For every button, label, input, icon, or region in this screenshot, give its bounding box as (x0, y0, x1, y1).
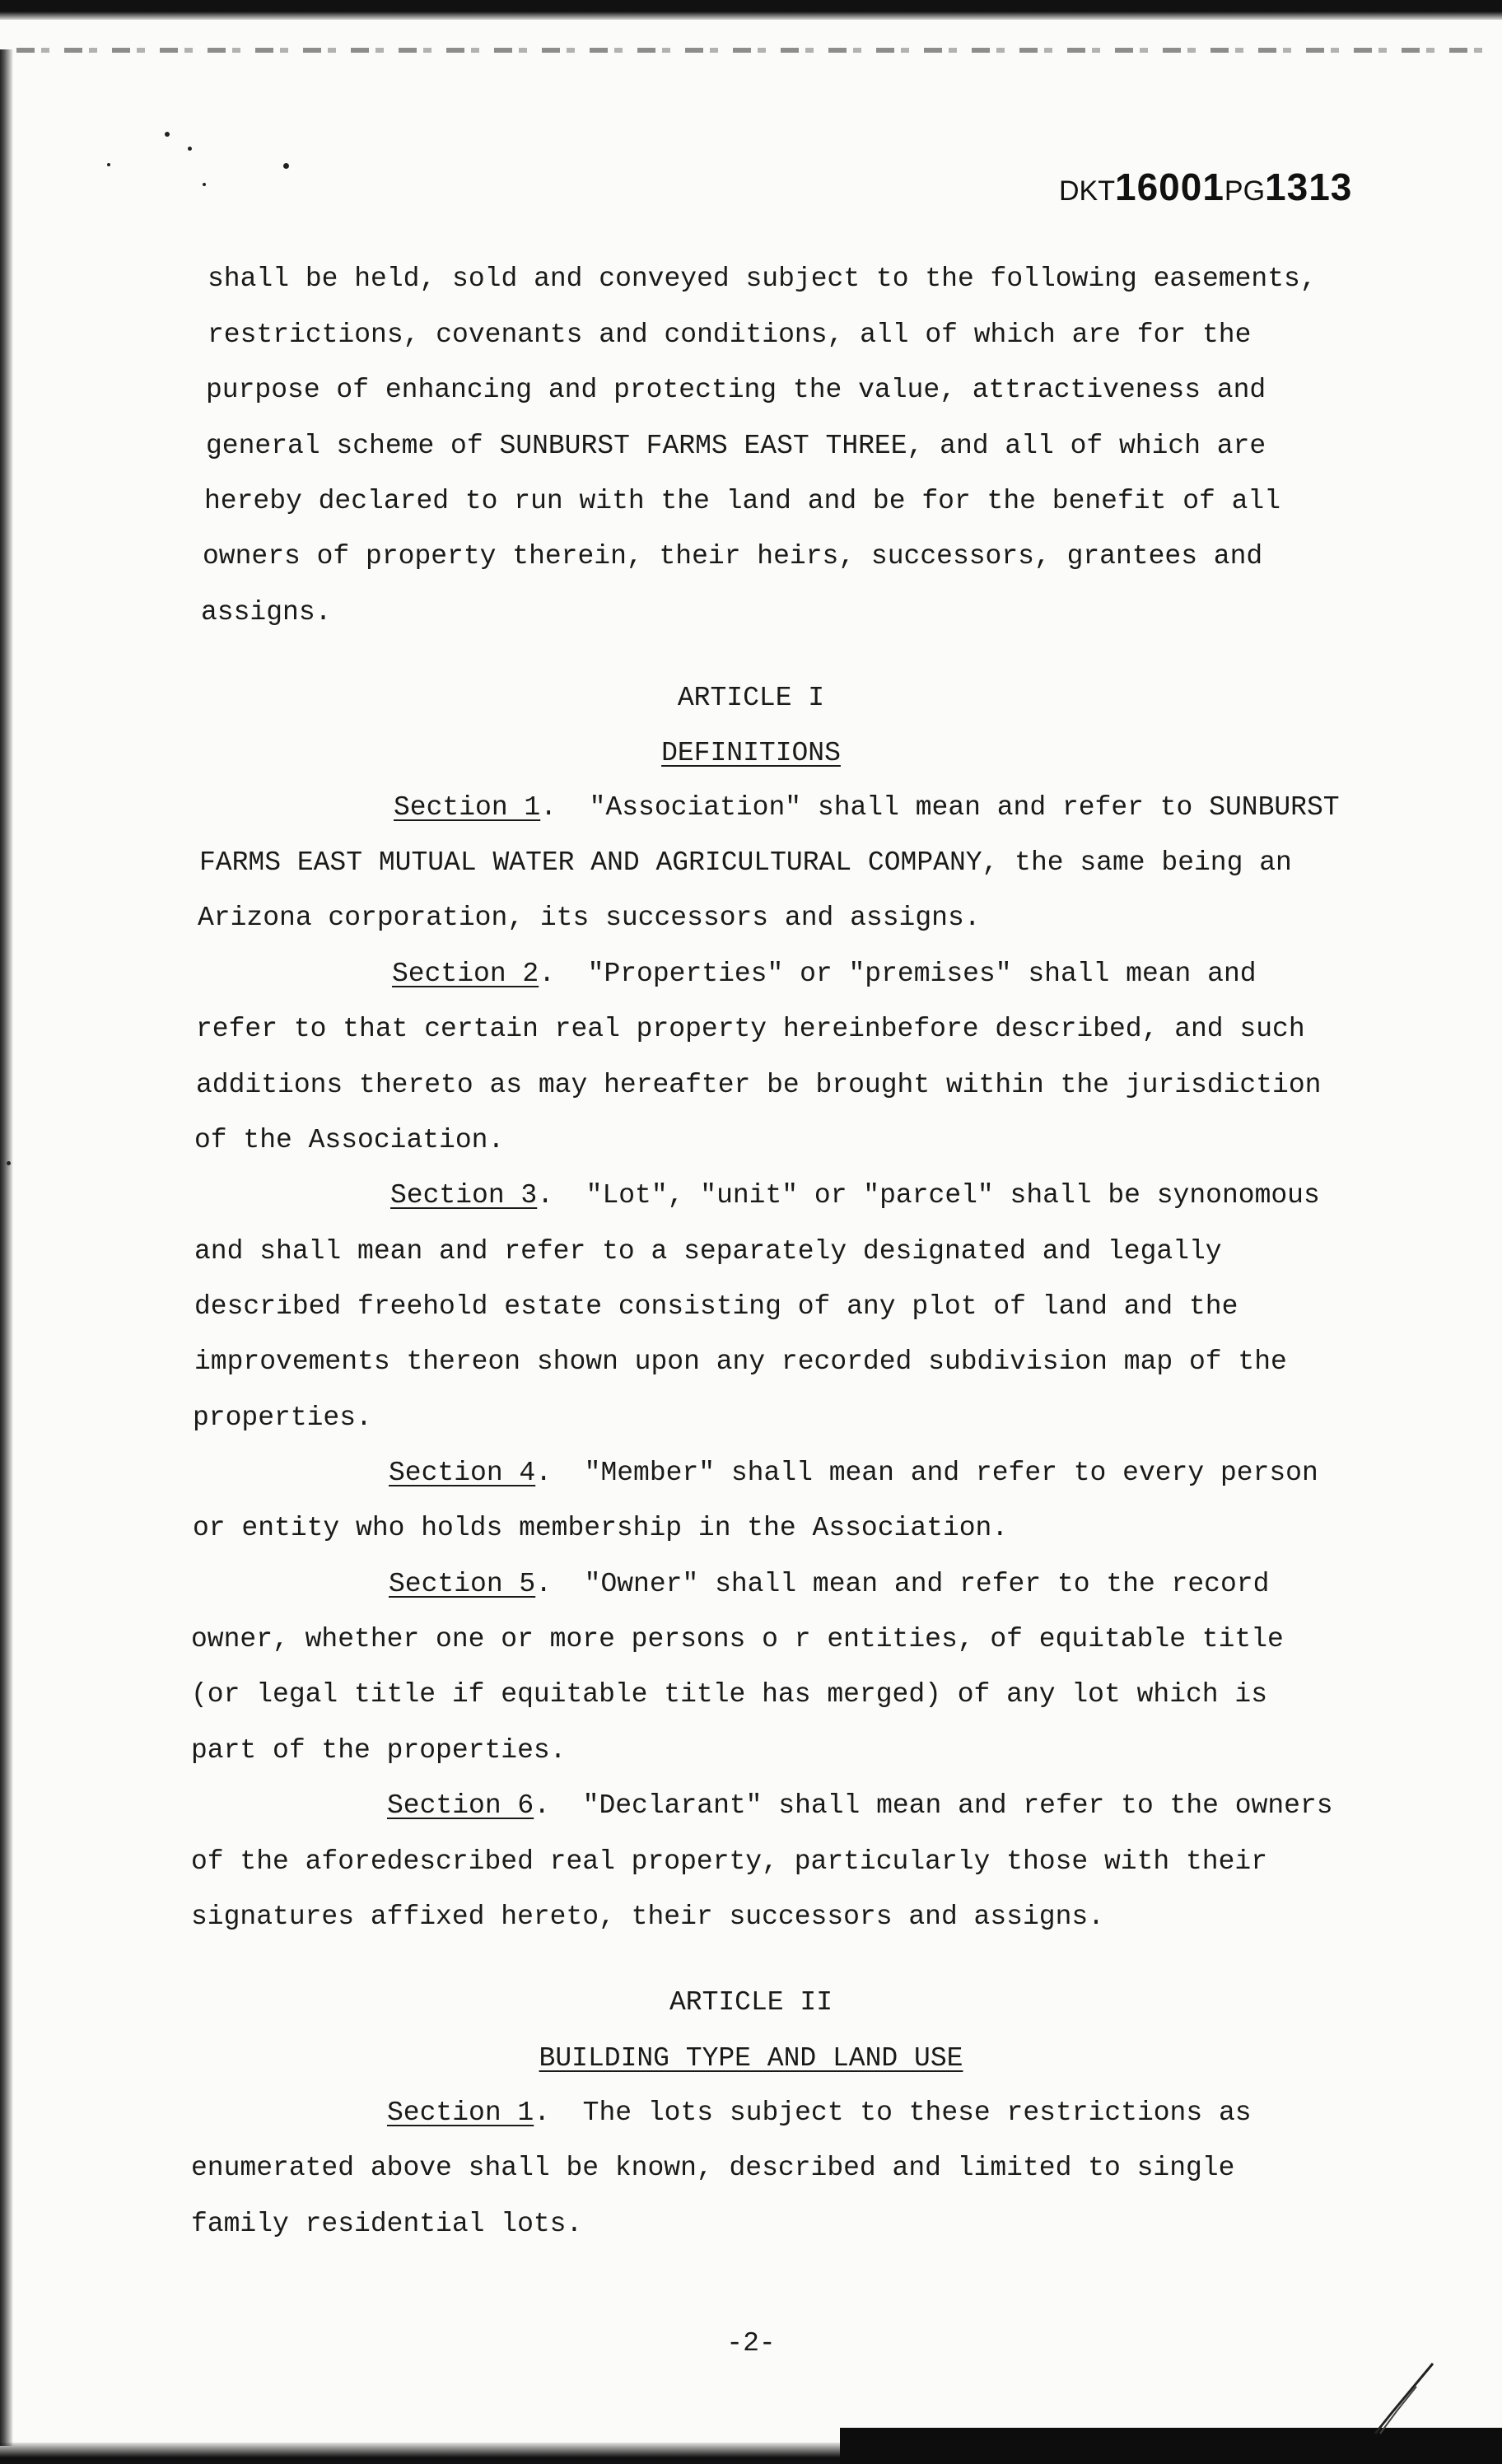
docket-number: DKT16001PG1313 (1059, 166, 1353, 208)
pen-mark-icon (1367, 2355, 1466, 2438)
scan-edge-left (0, 49, 13, 2446)
text-line: owners of property therein, their heirs, successors, grantees and (203, 541, 1263, 572)
section-label: Section 5 (389, 1569, 536, 1599)
scan-speck (7, 1161, 11, 1165)
scan-speck (165, 132, 170, 137)
section-label: Section 2 (392, 959, 539, 989)
section-label: Section 6 (387, 1790, 534, 1821)
text-line: (or legal title if equitable title has merged) of any lot which is (191, 1679, 1268, 1710)
page-number: -2- (726, 2328, 776, 2359)
text-line: part of the properties. (191, 1735, 567, 1766)
section-label: Section 1 (394, 792, 541, 823)
text-line: properties. (193, 1402, 372, 1433)
section-first-line: Section 1. The lots subject to these restrictions as (387, 2098, 1252, 2128)
text-line: enumerated above shall be known, described and limited to single (191, 2153, 1235, 2183)
section-first-line: Section 2. "Properties" or "premises" shall mean and (392, 959, 1257, 989)
article-heading: BUILDING TYPE AND LAND USE (539, 2043, 963, 2074)
text-line: and shall mean and refer to a separately designated and legally (194, 1236, 1222, 1267)
text-line: shall be held, sold and conveyed subject to the following easements, (208, 264, 1317, 294)
scan-speck (107, 163, 110, 166)
section-label: Section 3 (390, 1180, 538, 1211)
text-line: owner, whether one or more persons o r entities, of equitable title (191, 1624, 1284, 1654)
text-line: or entity who holds membership in the Association. (193, 1513, 1009, 1543)
text-line: general scheme of SUNBURST FARMS EAST THREE, and all of which are (206, 431, 1266, 461)
text-line: improvements thereon shown upon any recorded subdivision map of the (194, 1346, 1287, 1377)
text-line: purpose of enhancing and protecting the value, attractiveness and (206, 375, 1266, 405)
section-first-line: Section 3. "Lot", "unit" or "parcel" shall be synonomous (390, 1180, 1320, 1211)
text-line: of the Association. (194, 1125, 505, 1155)
article-title: ARTICLE II (669, 1987, 833, 2018)
text-line: refer to that certain real property hereinbefore described, and such (196, 1014, 1305, 1044)
article-heading: DEFINITIONS (661, 738, 841, 768)
section-label: Section 4 (389, 1458, 536, 1488)
scan-speck (188, 147, 192, 151)
section-first-line: Section 6. "Declarant" shall mean and refer to the owners (387, 1790, 1333, 1821)
section-first-line: Section 5. "Owner" shall mean and refer to the record (389, 1569, 1270, 1599)
scan-speck (203, 183, 206, 186)
text-line: signatures affixed hereto, their successors and assigns. (191, 1902, 1104, 1932)
text-line: Arizona corporation, its successors and assigns. (198, 903, 981, 933)
scan-edge-top (0, 0, 1502, 20)
text-line: hereby declared to run with the land and be for the benefit of all (204, 486, 1281, 516)
article-title: ARTICLE I (677, 683, 825, 713)
text-line: restrictions, covenants and conditions, all of which are for the (208, 320, 1252, 350)
text-line: assigns. (201, 597, 332, 628)
text-line: FARMS EAST MUTUAL WATER AND AGRICULTURAL COMPANY, the same being an (199, 847, 1292, 878)
text-line: of the aforedescribed real property, particularly those with their (191, 1846, 1268, 1877)
section-first-line: Section 4. "Member" shall mean and refer to every person (389, 1458, 1318, 1488)
section-first-line: Section 1. "Association" shall mean and refer to SUNBURST (394, 792, 1340, 823)
scan-speck (283, 163, 289, 169)
text-line: additions thereto as may hereafter be brought within the jurisdiction (196, 1070, 1322, 1100)
text-line: family residential lots. (191, 2209, 583, 2239)
scan-streak (16, 48, 1490, 53)
section-label: Section 1 (387, 2098, 534, 2128)
text-line: described freehold estate consisting of any plot of land and the (194, 1291, 1238, 1322)
